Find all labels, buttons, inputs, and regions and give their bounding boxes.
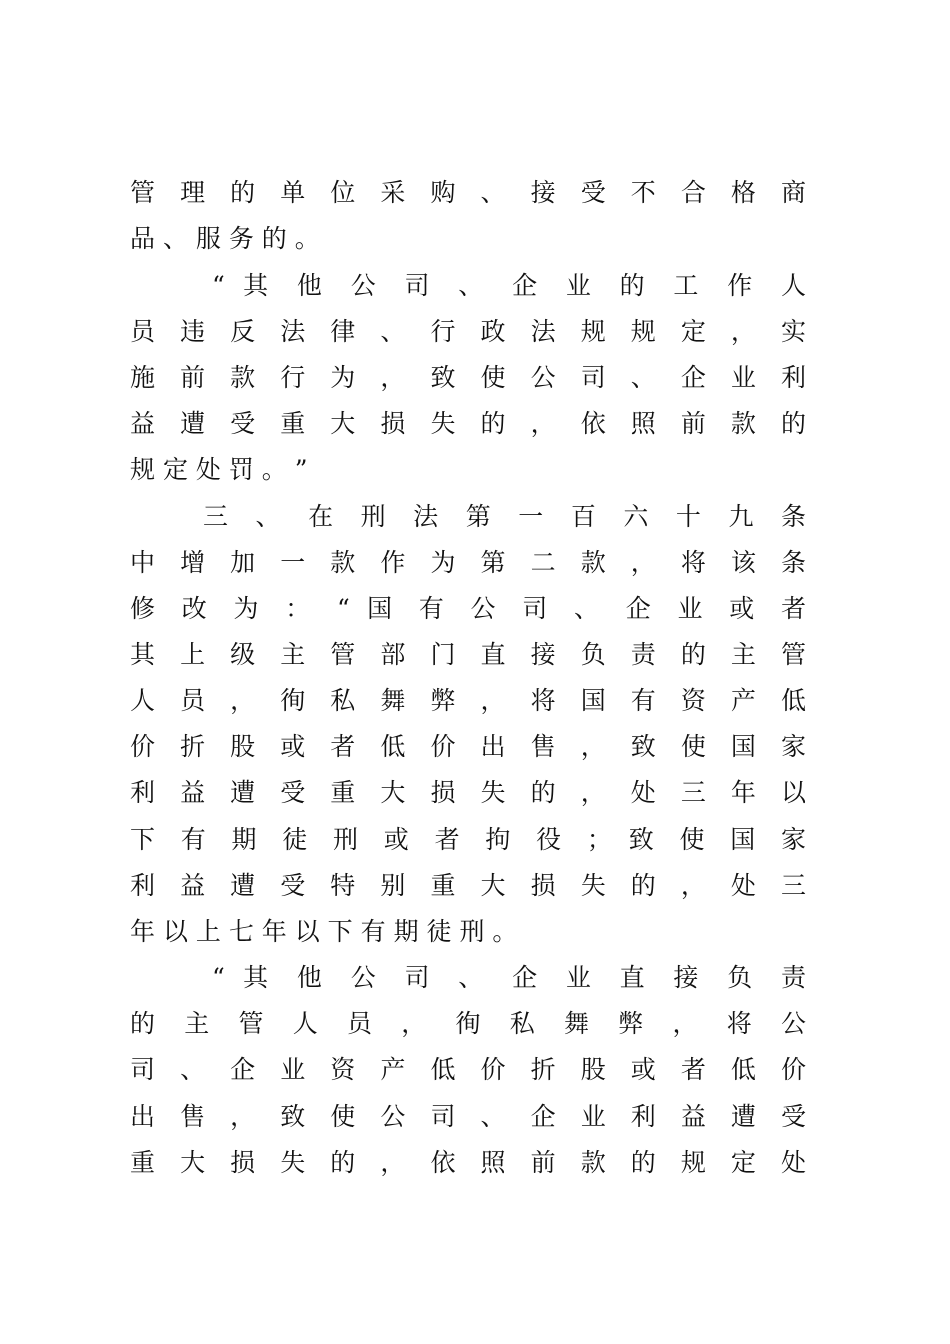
- text-line: 施 前 款 行 为 ， 致 使 公 司 、 企 业 利: [130, 363, 806, 392]
- paragraph-start-line: “ 其 他 公 司 、 企 业 的 工 作 人: [212, 271, 806, 300]
- text-line: 规 定 处 罚 。 ”: [130, 455, 308, 484]
- text-line: 中 增 加 一 款 作 为 第 二 款 ， 将 该 条: [130, 548, 806, 577]
- text-line: 人 员 ， 徇 私 舞 弊 ， 将 国 有 资 产 低: [130, 686, 806, 715]
- text-line: 利 益 遭 受 重 大 损 失 的 ， 处 三 年 以: [130, 778, 806, 807]
- text-line: 司 、 企 业 资 产 低 价 折 股 或 者 低 价: [130, 1055, 806, 1084]
- text-line: 品 、 服 务 的 。: [130, 224, 320, 253]
- text-line: 价 折 股 或 者 低 价 出 售 ， 致 使 国 家: [130, 732, 806, 761]
- text-line: 重 大 损 失 的 ， 依 照 前 款 的 规 定 处: [130, 1148, 806, 1177]
- text-line: 益 遭 受 重 大 损 失 的 ， 依 照 前 款 的: [130, 409, 806, 438]
- text-line: 其 上 级 主 管 部 门 直 接 负 责 的 主 管: [130, 640, 806, 669]
- text-line: 年 以 上 七 年 以 下 有 期 徒 刑 。: [130, 917, 518, 946]
- text-line: 管 理 的 单 位 采 购 、 接 受 不 合 格 商: [130, 178, 806, 207]
- section-heading-line: 三 、 在 刑 法 第 一 百 六 十 九 条: [203, 502, 806, 531]
- text-line: 的 主 管 人 员 ， 徇 私 舞 弊 ， 将 公: [130, 1009, 806, 1038]
- text-line: 出 售 ， 致 使 公 司 、 企 业 利 益 遭 受: [130, 1102, 806, 1131]
- text-line: 利 益 遭 受 特 别 重 大 损 失 的 ， 处 三: [130, 871, 806, 900]
- text-line: 员 违 反 法 律 、 行 政 法 规 规 定 ， 实: [130, 317, 806, 346]
- paragraph-start-line: “ 其 他 公 司 、 企 业 直 接 负 责: [212, 963, 806, 992]
- text-line: 下 有 期 徒 刑 或 者 拘 役 ； 致 使 国 家: [130, 825, 806, 854]
- text-line: 修 改 为 ： “ 国 有 公 司 、 企 业 或 者: [130, 594, 806, 623]
